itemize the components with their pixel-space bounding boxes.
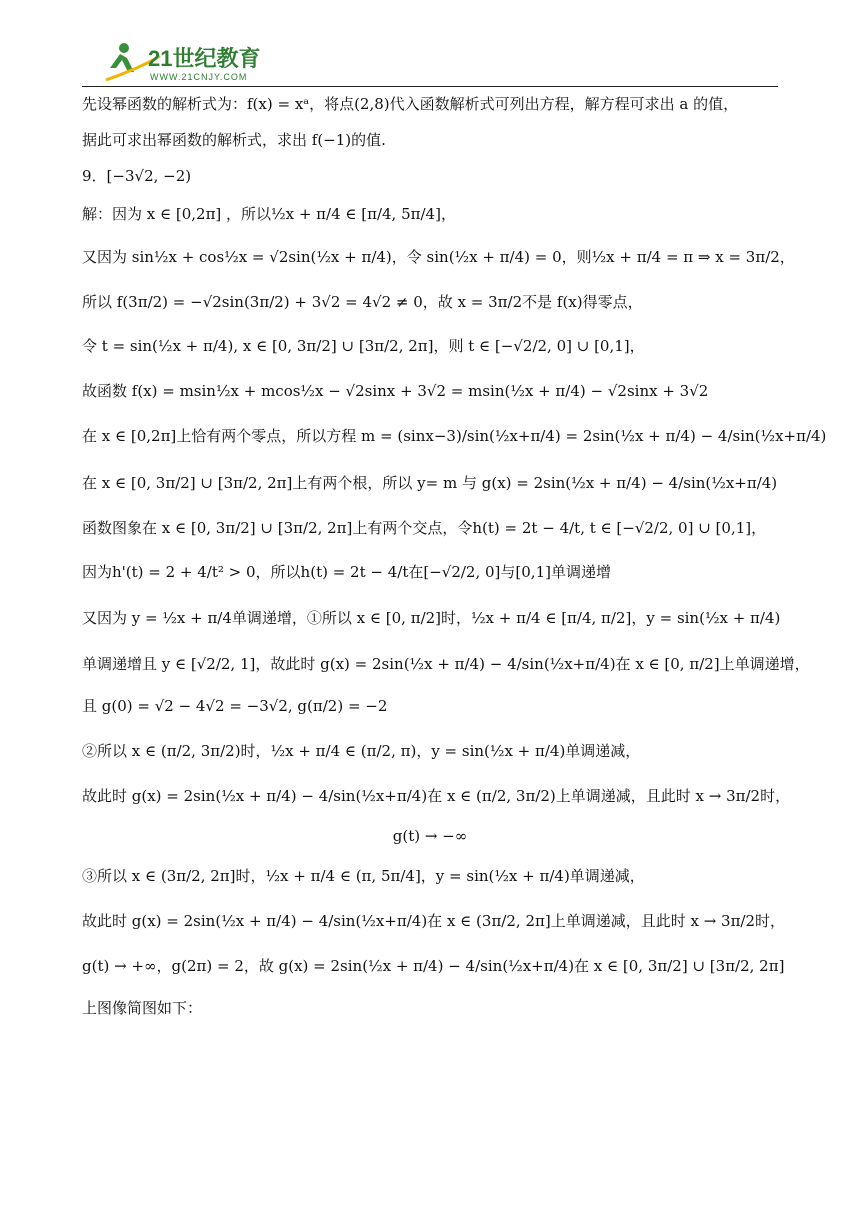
text-line: 在 x ∈ [0, 3π/2] ∪ [3π/2, 2π]上有两个根，所以 y= m 与 g(x) = 2sin(½x + π/4) − 4/sin(½x+π/4) bbox=[82, 474, 778, 492]
text-line: 所以 f(3π/2) = −√2sin(3π/2) + 3√2 = 4√2 ≠ 0，故 x = 3π/2不是 f(x)得零点， bbox=[82, 293, 643, 311]
text-line: 故函数 f(x) = msin½x + mcos½x − √2sinx + 3√2 = msin(½x + π/4) − √2sinx + 3√2 bbox=[82, 382, 709, 400]
text-line: 函数图象在 x ∈ [0, 3π/2] ∪ [3π/2, 2π]上有两个交点，令h(t) = 2t − 4/t, t ∈ [−√2/2, 0] ∪ [0,1]， bbox=[82, 519, 767, 537]
case-2-line: ②所以 x ∈ (π/2, 3π/2)时，½x + π/4 ∈ (π/2, π)，y = sin(½x + π/4)单调递减， bbox=[82, 742, 641, 760]
text-line: 上图像简图如下： bbox=[82, 999, 203, 1017]
text-line: 故此时 g(x) = 2sin(½x + π/4) − 4/sin(½x+π/4)在 x ∈ (3π/2, 2π]上单调递减，且此时 x → 3π/2时， bbox=[82, 912, 786, 930]
case-3-line: ③所以 x ∈ (3π/2, 2π]时，½x + π/4 ∈ (π, 5π/4]，y = sin(½x + π/4)单调递减， bbox=[82, 867, 645, 885]
page-header bbox=[0, 0, 860, 90]
site-logo bbox=[100, 38, 300, 86]
text-line: 单调递增且 y ∈ [√2/2, 1]，故此时 g(x) = 2sin(½x + π/4) − 4/sin(½x+π/4)在 x ∈ [0, π/2]上单调递增， bbox=[82, 655, 810, 673]
text-line: 解：因为 x ∈ [0,2π] ，所以½x + π/4 ∈ [π/4, 5π/4]， bbox=[82, 205, 456, 223]
problem-number-answer: 9．[−3√2, −2) bbox=[82, 167, 192, 185]
text-line: 因为h'(t) = 2 + 4/t² > 0，所以h(t) = 2t − 4/t在[−√2/2, 0]与[0,1]单调递增 bbox=[82, 563, 611, 581]
text-line: g(t) → +∞，g(2π) = 2，故 g(x) = 2sin(½x + π/4) − 4/sin(½x+π/4)在 x ∈ [0, 3π/2] ∪ [3π/2, 2π] bbox=[82, 957, 785, 975]
text-line: 故此时 g(x) = 2sin(½x + π/4) − 4/sin(½x+π/4)在 x ∈ (π/2, 3π/2)上单调递减，且此时 x → 3π/2时， bbox=[82, 787, 791, 805]
logo-subtext: WWW.21CNJY.COM bbox=[150, 72, 248, 82]
text-line: 又因为 sin½x + cos½x = √2sin(½x + π/4)，令 sin(½x + π/4) = 0，则½x + π/4 = π ⇒ x = 3π/2， bbox=[82, 248, 795, 266]
text-line: 据此可求出幂函数的解析式，求出 f(−1)的值. bbox=[82, 131, 386, 149]
logo-text: 21世纪教育 bbox=[148, 46, 261, 71]
header-divider bbox=[82, 86, 778, 87]
text-line: 令 t = sin(½x + π/4), x ∈ [0, 3π/2] ∪ [3π/2, 2π]，则 t ∈ [−√2/2, 0] ∪ [0,1]， bbox=[82, 337, 645, 355]
text-line: 又因为 y = ½x + π/4单调递增，①所以 x ∈ [0, π/2]时，½x + π/4 ∈ [π/4, π/2]，y = sin(½x + π/4) bbox=[82, 609, 781, 627]
text-line: 且 g(0) = √2 − 4√2 = −3√2, g(π/2) = −2 bbox=[82, 697, 388, 715]
centered-limit: g(t) → −∞ bbox=[392, 827, 468, 845]
text-line: 在 x ∈ [0,2π]上恰有两个零点，所以方程 m = (sinx−3)/sin(½x+π/4) = 2sin(½x + π/4) − 4/sin(½x+π/4) bbox=[82, 427, 827, 445]
text-line: 先设幂函数的解析式为：f(x) = xᵃ，将点(2,8)代入函数解析式可列出方程，解方程可求出 a 的值， bbox=[82, 95, 739, 113]
